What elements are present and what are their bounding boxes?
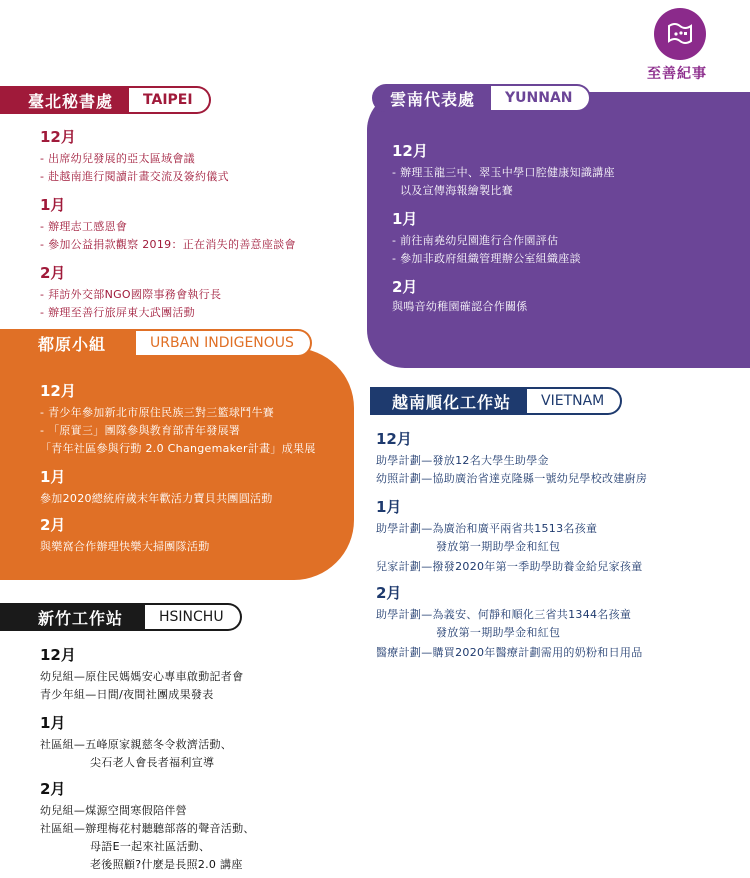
hsinchu-title-zh: 新竹工作站: [0, 603, 145, 631]
vietnam-item: 兒家計劃—撥發2020年第一季助學助養金給兒家孩童: [376, 560, 643, 573]
vietnam-item: 幼照計劃—協助廣治省達克隆縣一號幼兒學校改建廚房: [376, 472, 648, 485]
taipei-header: [0, 86, 211, 114]
vietnam-title-zh: 越南順化工作站: [370, 387, 527, 415]
urban-item: 與樂窩合作辦理快樂大掃團隊活動: [40, 540, 210, 553]
taipei-item: - 赴越南進行閱讀計畫交流及簽約儀式: [40, 170, 229, 183]
hsinchu-item: 社區組—五峰原家親慈冬令救濟活動、: [40, 738, 233, 751]
vietnam-title-en: VIETNAM: [527, 387, 622, 415]
urban-header: [0, 329, 312, 357]
urban-item: - 青少年參加新北市原住民族三對三籃球鬥牛賽: [40, 406, 275, 419]
vietnam-month-label: 2月: [376, 584, 402, 602]
urban-item: - 「原實三」團隊參與教育部青年發展署: [40, 424, 241, 437]
taipei-month-label: 12月: [40, 128, 76, 146]
hsinchu-month-label: 2月: [40, 780, 66, 798]
urban-item: 參加2020總統府歲末年歡活力寶貝共團圓活動: [40, 492, 273, 505]
hsinchu-header: [0, 603, 242, 631]
vietnam-item: 助學計劃—為義安、何靜和順化三省共1344名孩童: [376, 608, 632, 621]
hsinchu-item: 幼兒組—煤源空間寒假陪伴營: [40, 804, 187, 817]
hsinchu-month-label: 12月: [40, 646, 76, 664]
taipei-month-label: 2月: [40, 264, 66, 282]
vietnam-item: 助學計劃—為廣治和廣平兩省共1513名孩童: [376, 522, 598, 535]
urban-title-zh: 都原小組: [0, 329, 136, 357]
yunnan-month-label: 12月: [392, 142, 428, 160]
urban-item: 「青年社區參與行動 2.0 Changemaker計畫」成果展: [40, 442, 316, 455]
flag-icon: [666, 20, 694, 48]
urban-month-label: 12月: [40, 382, 76, 400]
vietnam-item: 醫療計劃—購買2020年醫療計劃需用的奶粉和日用品: [376, 646, 643, 659]
hsinchu-item: 老後照顧?什麼是長照2.0 講座: [90, 858, 243, 871]
yunnan-item: - 前往南堯幼兒園進行合作園評估: [392, 234, 559, 247]
yunnan-item: 與鳴音幼稚園確認合作關係: [392, 300, 528, 313]
taipei-item: - 辦理志工感恩會: [40, 220, 128, 233]
taipei-item: - 拜訪外交部NGO國際事務會執行長: [40, 288, 222, 301]
taipei-title-en: TAIPEI: [129, 86, 211, 114]
hsinchu-item: 幼兒組—原住民媽媽安心專車啟動記者會: [40, 670, 244, 683]
yunnan-item: - 辦理玉龍三中、翠玉中學口腔健康知識講座: [392, 166, 615, 179]
hsinchu-item: 青少年組—日間/夜間社團成果發表: [40, 688, 214, 701]
yunnan-panel: [367, 92, 750, 368]
taipei-item: - 出席幼兒發展的亞太區域會議: [40, 152, 195, 165]
brand-logo: [654, 8, 706, 60]
hsinchu-item: 母語E一起來社區活動、: [90, 840, 211, 853]
taipei-title-zh: 臺北秘書處: [0, 86, 129, 114]
yunnan-item: 以及宣傳海報繪製比賽: [400, 184, 513, 197]
yunnan-item: - 參加非政府組織管理辦公室組織座談: [392, 252, 581, 265]
vietnam-header: [370, 387, 622, 415]
hsinchu-month-label: 1月: [40, 714, 66, 732]
taipei-month-label: 1月: [40, 196, 66, 214]
urban-title-en: URBAN INDIGENOUS: [136, 329, 312, 357]
vietnam-month-label: 12月: [376, 430, 412, 448]
hsinchu-item: 尖石老人會長者福利宣導: [90, 756, 215, 769]
yunnan-header: [372, 84, 591, 112]
vietnam-item: 發放第一期助學金和紅包: [436, 540, 561, 553]
hsinchu-title-en: HSINCHU: [145, 603, 242, 631]
vietnam-item: 發放第一期助學金和紅包: [436, 626, 561, 639]
vietnam-month-label: 1月: [376, 498, 402, 516]
vietnam-item: 助學計劃—發放12名大學生助學金: [376, 454, 549, 467]
yunnan-title-zh: 雲南代表處: [372, 84, 491, 112]
taipei-item: - 辦理至善行旅屏東大武團活動: [40, 306, 195, 319]
yunnan-title-en: YUNNAN: [491, 84, 591, 112]
hsinchu-item: 社區組—辦理梅花村聽聽部落的聲音活動、: [40, 822, 255, 835]
yunnan-month-label: 1月: [392, 210, 418, 228]
urban-month-label: 2月: [40, 516, 66, 534]
urban-month-label: 1月: [40, 468, 66, 486]
brand-name: 至善紀事: [647, 66, 707, 82]
taipei-item: - 參加公益捐款觀察 2019：正在消失的善意座談會: [40, 238, 296, 251]
yunnan-month-label: 2月: [392, 278, 418, 296]
